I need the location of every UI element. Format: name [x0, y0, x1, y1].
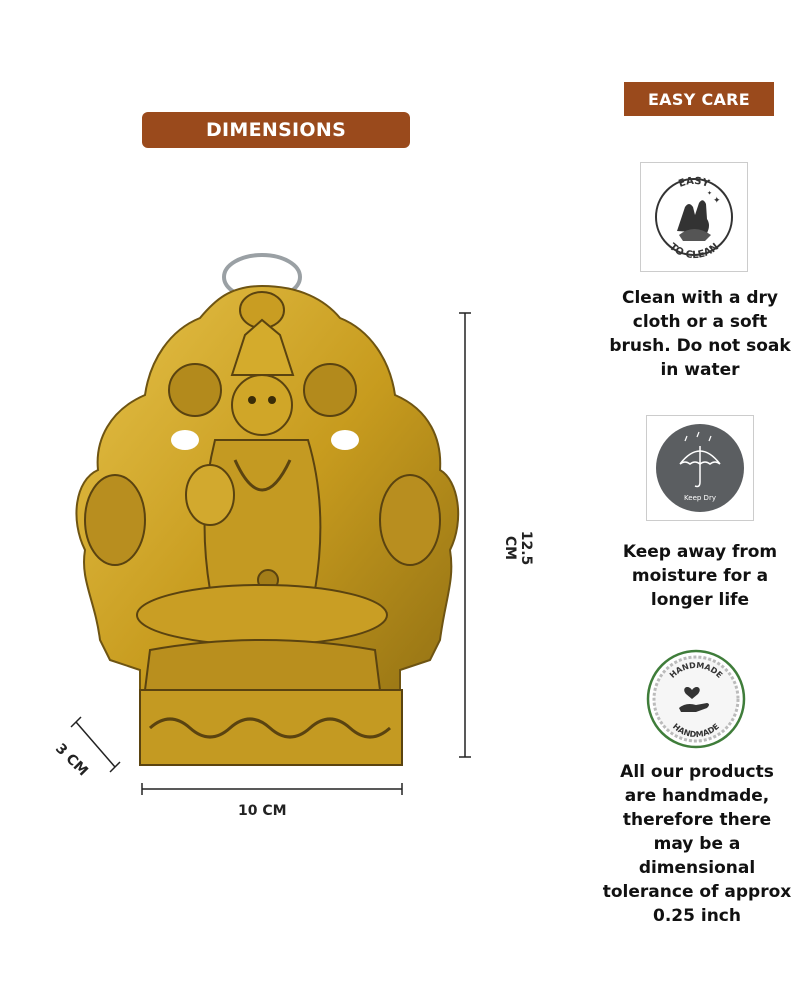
width-label: 10 CM — [238, 803, 287, 819]
svg-text:TO CLEAN — [667, 241, 721, 261]
svg-text:✦: ✦ — [713, 196, 721, 206]
handmade-arc-text-bottom: HANDMADE — [671, 721, 721, 740]
svg-text:✦: ✦ — [707, 190, 713, 197]
easy-clean-description: Clean with a dry cloth or a soft brush. Do not soak in water — [609, 288, 791, 380]
depth-label: 3 CM — [52, 740, 91, 780]
handmade-description: All our products are handmade, therefore there may be a dimensional tolerance of approx 0.25 inch — [602, 762, 792, 926]
height-label: 12.5 CM — [502, 530, 534, 566]
handmade-arc-text-top: HANDMADE — [667, 660, 725, 680]
height-dimension-line — [459, 313, 471, 757]
to-clean-arc-text: TO CLEAN — [667, 241, 721, 262]
keep-dry-text: Keep Dry — [684, 494, 716, 502]
keep-dry-description: Keep away from moisture for a longer life — [622, 542, 778, 610]
handmade-seal-icon — [641, 648, 751, 750]
width-dimension-line — [142, 783, 402, 795]
dimensions-title-badge: DIMENSIONS — [142, 112, 410, 148]
easy-care-title-badge: EASY CARE — [624, 82, 774, 116]
easy-arc-text: EASY — [677, 175, 711, 190]
easy-to-clean-icon — [640, 162, 748, 272]
svg-text:EASY — [677, 176, 711, 190]
keep-dry-umbrella-icon — [646, 415, 754, 521]
hanuman-idol-image — [76, 286, 458, 765]
